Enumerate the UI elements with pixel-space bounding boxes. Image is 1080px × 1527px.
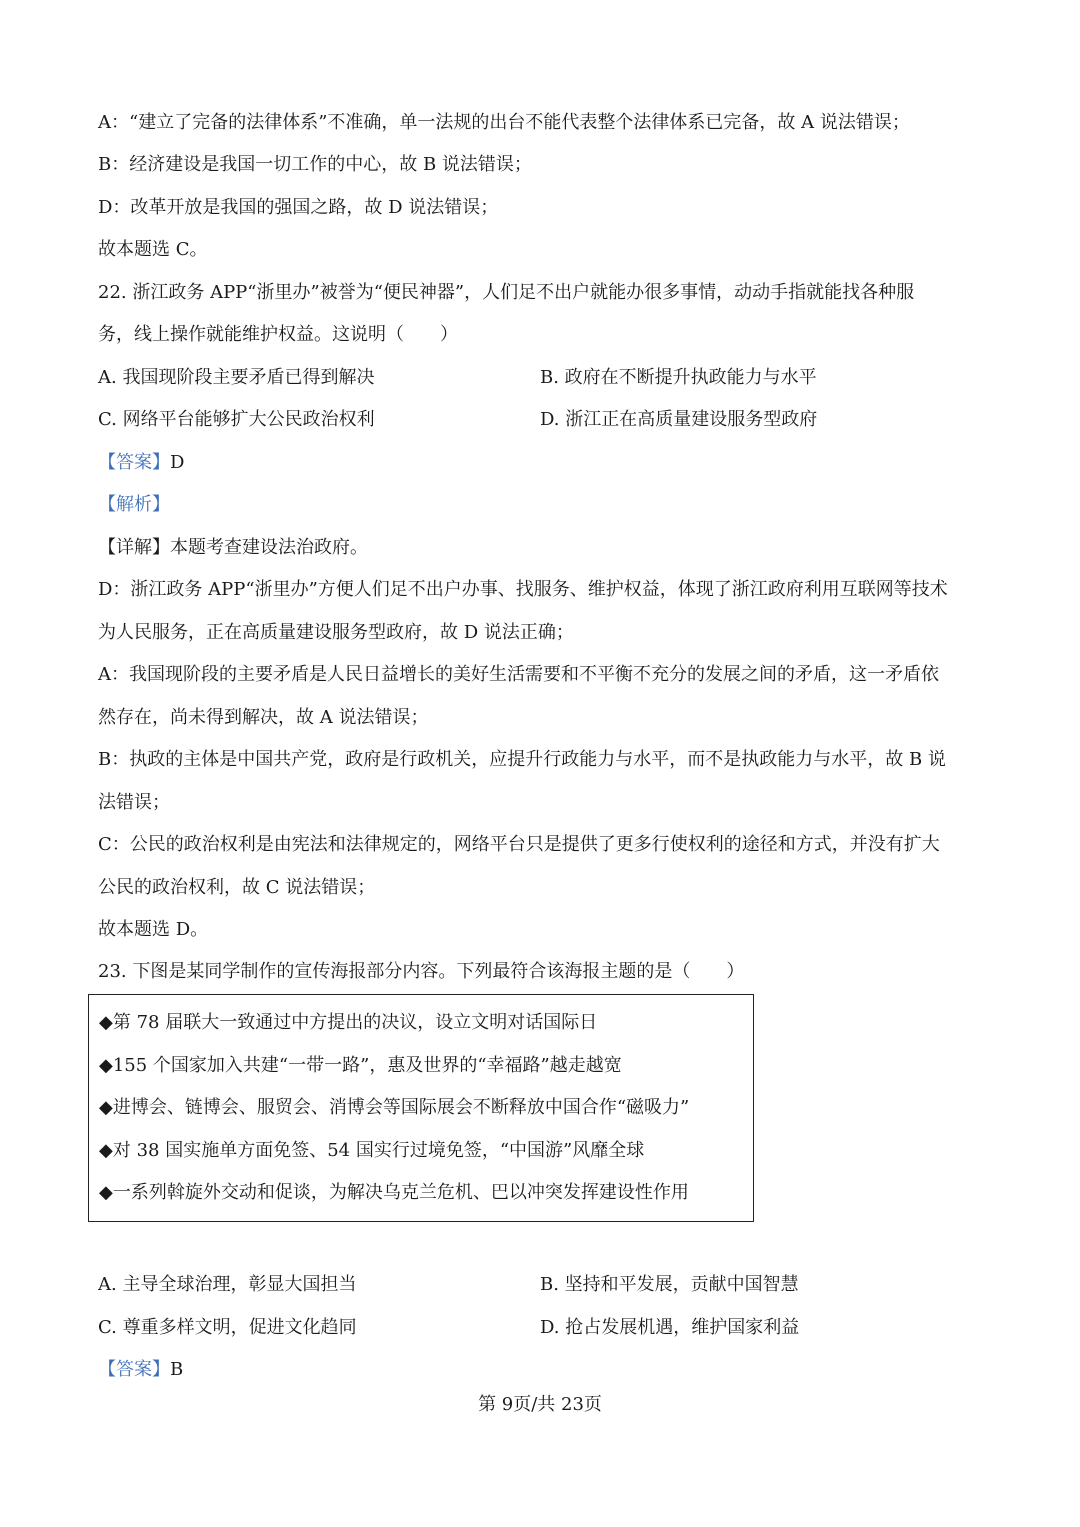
poster-item: ◆一系列斡旋外交动和促谈，为解决乌克兰危机、巴以冲突发挥建设性作用 bbox=[99, 1182, 689, 1203]
q23-option-d: D. 抢占发展机遇，维护国家利益 bbox=[540, 1317, 800, 1338]
q22-conclusion: 故本题选 D。 bbox=[98, 919, 209, 940]
q22-stem-line2: 务，线上操作就能维护权益。这说明（ ） bbox=[98, 324, 458, 345]
q22-stem-line1: 22. 浙江政务 APP“浙里办”被誉为“便民神器”，人们足不出户就能办很多事情，动动手指就能找各种服 bbox=[98, 282, 915, 303]
analysis-conclusion: 故本题选 C。 bbox=[98, 239, 208, 260]
page-footer: 第 9页/共 23页 bbox=[478, 1394, 602, 1415]
q23-option-c: C. 尊重多样文明，促进文化趋同 bbox=[98, 1317, 357, 1338]
answer-tag: 【答案】 bbox=[98, 452, 170, 473]
q22-detail bbox=[98, 535, 368, 561]
poster-item: ◆对 38 国实施单方面免签、54 国实行过境免签，“中国游”风靡全球 bbox=[99, 1140, 645, 1161]
analysis-option-d: D：改革开放是我国的强国之路，故 D 说法错误； bbox=[98, 197, 499, 218]
poster-box bbox=[88, 994, 754, 1222]
q22-option-c: C. 网络平台能够扩大公民政治权利 bbox=[98, 409, 375, 430]
q22-option-a: A. 我国现阶段主要矛盾已得到解决 bbox=[98, 367, 375, 388]
q23-option-a: A. 主导全球治理，彰显大国担当 bbox=[98, 1274, 357, 1295]
q22-analysis-line: D：浙江政务 APP“浙里办”方便人们足不出户办事、找服务、维护权益，体现了浙江政府利用互联网等技术 bbox=[98, 579, 948, 600]
q22-analysis-tag bbox=[98, 492, 170, 518]
answer-value: D bbox=[170, 452, 185, 473]
poster-item: ◆进博会、链博会、服贸会、消博会等国际展会不断释放中国合作“磁吸力” bbox=[99, 1097, 690, 1118]
answer-value: B bbox=[170, 1359, 184, 1380]
poster-item: ◆第 78 届联大一致通过中方提出的决议，设立文明对话国际日 bbox=[99, 1012, 598, 1033]
q22-option-d: D. 浙江正在高质量建设服务型政府 bbox=[540, 409, 818, 430]
detail-tag: 【详解】 bbox=[98, 537, 170, 558]
q23-stem: 23. 下图是某同学制作的宣传海报部分内容。下列最符合该海报主题的是（ ） bbox=[98, 961, 745, 982]
q22-analysis-line: 为人民服务，正在高质量建设服务型政府，故 D 说法正确； bbox=[98, 622, 574, 643]
analysis-option-a: A：“建立了完备的法律体系”不准确，单一法规的出台不能代表整个法律体系已完备，故 A 说法错误； bbox=[98, 112, 910, 133]
detail-text: 本题考查建设法治政府。 bbox=[170, 537, 368, 558]
q22-option-b: B. 政府在不断提升执政能力与水平 bbox=[540, 367, 817, 388]
q22-analysis-line: 然存在，尚未得到解决，故 A 说法错误； bbox=[98, 707, 429, 728]
q22-answer bbox=[98, 450, 184, 476]
q23-option-b: B. 坚持和平发展，贡献中国智慧 bbox=[540, 1274, 799, 1295]
q22-analysis-line: B：执政的主体是中国共产党，政府是行政机关，应提升行政能力与水平，而不是执政能力与水平，故 B 说 bbox=[98, 749, 946, 770]
q23-answer bbox=[98, 1357, 183, 1383]
q22-analysis-line: C：公民的政治权利是由宪法和法律规定的，网络平台只是提供了更多行使权利的途径和方式，并没有扩大 bbox=[98, 834, 940, 855]
q22-analysis-line: 公民的政治权利，故 C 说法错误； bbox=[98, 877, 376, 898]
q22-analysis-line: A：我国现阶段的主要矛盾是人民日益增长的美好生活需要和不平衡不充分的发展之间的矛盾，这一矛盾依 bbox=[98, 664, 939, 685]
analysis-option-b: B：经济建设是我国一切工作的中心，故 B 说法错误； bbox=[98, 154, 532, 175]
analysis-tag: 【解析】 bbox=[98, 494, 170, 515]
answer-tag: 【答案】 bbox=[98, 1359, 170, 1380]
q22-analysis-line: 法错误； bbox=[98, 792, 170, 813]
poster-item: ◆155 个国家加入共建“一带一路”，惠及世界的“幸福路”越走越宽 bbox=[99, 1055, 622, 1076]
